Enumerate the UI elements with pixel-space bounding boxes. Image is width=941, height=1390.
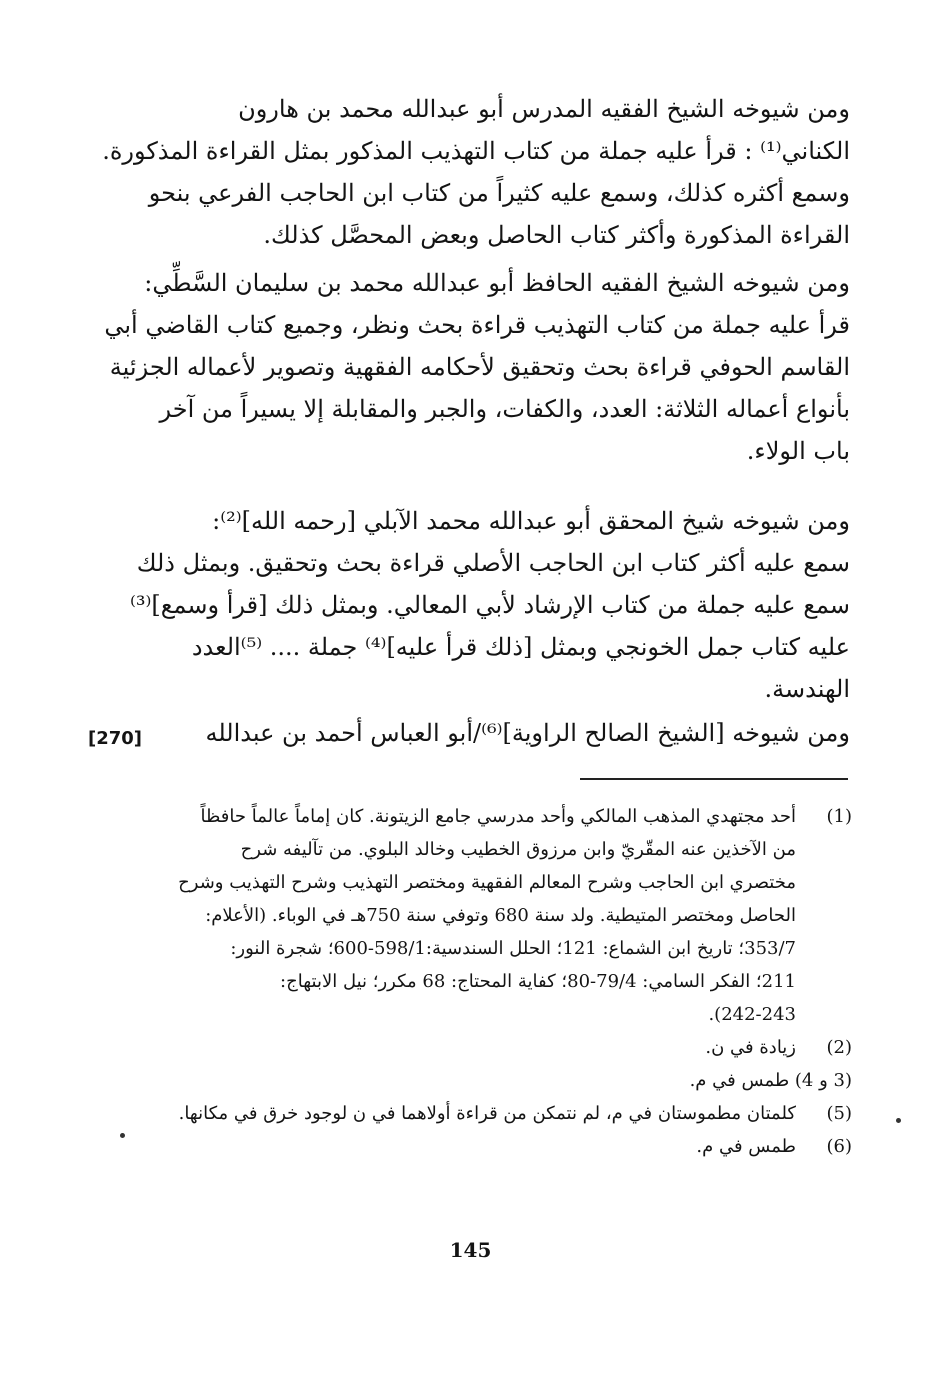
text-line: سمع عليه أكثر كتاب ابن الحاجب الأصلي قراءة بحث وتحقيق. وبمثل ذلك (136, 549, 850, 577)
footnote-number: (6) (826, 1136, 852, 1157)
text-line: قرأ عليه جملة من كتاب التهذيب قراءة بحث ونظر، وجميع كتاب القاضي أبي (104, 311, 850, 339)
footnote-line: 353/7؛ تاريخ ابن الشماع: 121؛ الحلل السندسية:598/1-600؛ شجرة النور: (230, 938, 796, 959)
footnote-line: زيادة في ن. (705, 1037, 796, 1058)
footnote-number: (1) (826, 806, 852, 827)
footnote-line: من الآخذين عنه المقّريّ وابن مرزوق الخطيب وخالد البلوي. من تآليفه شرح (240, 839, 796, 860)
footnote-number: (5) (826, 1103, 852, 1124)
page-number: 145 (449, 1238, 492, 1262)
text-line: ومن شيوخه الشيخ الفقيه الحافظ أبو عبدالله محمد بن سليمان السَّطِّي: (144, 269, 850, 297)
paragraph-4 (140, 712, 850, 754)
footnotes (140, 800, 852, 1163)
footnote-3-4 (140, 1064, 852, 1097)
footnote-5 (140, 1097, 852, 1130)
footnote-line: (3 و 4) طمس في م. (689, 1070, 852, 1091)
footnote-line: مختصري ابن الحاجب وشرح المعالم الفقهية ومختصر التهذيب وشرح التهذيب وشرح (178, 872, 796, 893)
text-line: باب الولاء. (746, 437, 850, 465)
text-line: القراءة المذكورة وأكثر كتاب الحاصل وبعض المحصَّل كذلك. (263, 221, 850, 249)
footnote-6 (140, 1130, 852, 1163)
text-line: القاسم الحوفي قراءة بحث وتحقيق لأحكامه الفقهية وتصوير لأعماله الجزئية (109, 353, 850, 381)
footnote-1 (140, 800, 852, 1031)
text-line: بأنواع أعماله الثلاثة: العدد، والكفات، والجبر والمقابلة إلا يسيراً من آخر (159, 395, 850, 423)
scan-speck (896, 1118, 901, 1123)
footnote-line: 242-243). (708, 1004, 796, 1025)
footnote-number: (2) (826, 1037, 852, 1058)
text-line: الكناني⁽¹⁾ : قرأ عليه جملة من كتاب التهذيب المذكور بمثل القراءة المذكورة. (102, 137, 850, 165)
footnote-line: أحد مجتهدي المذهب المالكي وأحد مدرسي جامع الزيتونة. كان إماماً عالماً حافظاً (200, 806, 796, 827)
text-line: ومن شيوخه [الشيخ الصالح الراوية]⁽⁶⁾/أبو العباس أحمد بن عبدالله (205, 719, 850, 747)
text-line: ومن شيوخه شيخ المحقق أبو عبدالله محمد الآبلي [رحمه الله]⁽²⁾: (212, 507, 850, 535)
manuscript-folio-reference: [270] (88, 728, 143, 749)
footnote-line: طمس في م. (696, 1136, 796, 1157)
text-line: ومن شيوخه الشيخ الفقيه المدرس أبو عبدالله محمد بن هارون (238, 95, 850, 123)
paragraph-2 (104, 262, 850, 472)
footnote-separator (580, 778, 848, 780)
paragraph-3 (129, 500, 850, 710)
text-line: سمع عليه جملة من كتاب الإرشاد لأبي المعالي. وبمثل ذلك [قرأ وسمع]⁽³⁾ (129, 591, 850, 619)
scan-speck (120, 1133, 125, 1138)
paragraph-1 (102, 88, 850, 256)
text-line: عليه كتاب جمل الخونجي وبمثل [ذلك قرأ عليه]⁽⁴⁾ جملة .... ⁽⁵⁾العدد (191, 633, 850, 661)
text-line: الهندسة. (764, 675, 850, 703)
footnote-line: كلمتان مطموستان في م، لم نتمكن من قراءة أولاهما في ن لوجود خرق في مكانها. (178, 1103, 796, 1124)
footnote-line: 211؛ الفكر السامي: 79/4-80؛ كفاية المحتاج: 68 مكرر؛ نيل الابتهاج: (280, 971, 796, 992)
text-line: وسمع أكثره كذلك، وسمع عليه كثيراً من كتاب ابن الحاجب الفرعي بنحو (148, 179, 850, 207)
footnote-2 (140, 1031, 852, 1064)
footnote-line: الحاصل ومختصر المتيطية. ولد سنة 680 وتوفي سنة 750هـ في الوباء. (الأعلام: (205, 905, 796, 926)
